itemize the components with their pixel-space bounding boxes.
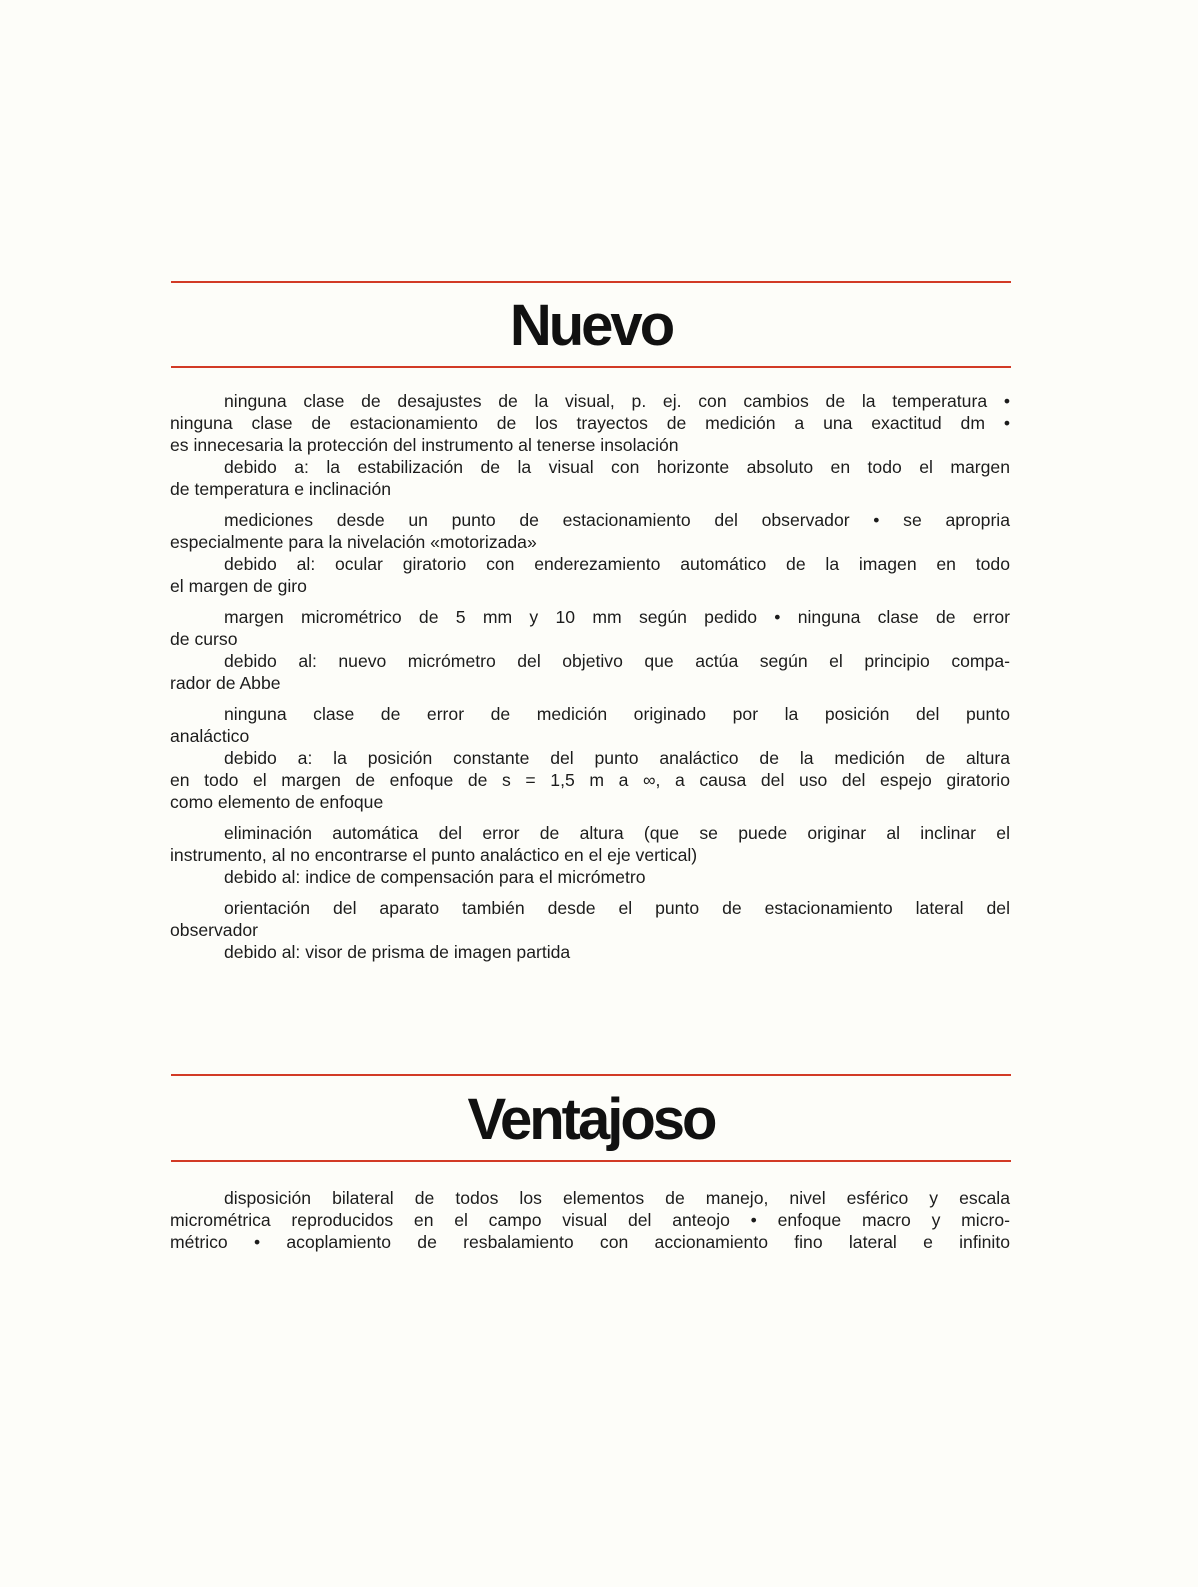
text-line: mediciones desde un punto de estacionamiento del observador • se apropria (224, 510, 1010, 530)
text-line: eliminación automática del error de altura (que se puede originar al inclinar el (224, 823, 1010, 843)
text-line: debido al: ocular giratorio con enderezamiento automático de la imagen en todo (224, 554, 1010, 574)
text-line: debido a: la posición constante del punto analáctico de la medición de altura (224, 748, 1010, 768)
text-line: ninguna clase de error de medición originado por la posición del punto (224, 704, 1010, 724)
text-line: especialmente para la nivelación «motorizada» (170, 532, 537, 552)
text-line: debido a: la estabilización de la visual con horizonte absoluto en todo el margen (224, 457, 1010, 477)
text-line: como elemento de enfoque (170, 792, 384, 812)
text-line: analáctico (170, 726, 250, 746)
text-line: métrico • acoplamiento de resbalamiento con accionamiento fino lateral e infinito (170, 1232, 1010, 1252)
paragraph (170, 509, 1010, 597)
bottom-rule-ventajoso (171, 1160, 1011, 1162)
section-nuevo-body (170, 390, 1010, 972)
text-line: debido al: nuevo micrómetro del objetivo que actúa según el principio compa- (224, 651, 1010, 671)
paragraph (170, 703, 1010, 813)
paragraph (170, 822, 1010, 888)
text-line: debido al: visor de prisma de imagen partida (224, 942, 571, 962)
text-line: margen micrométrico de 5 mm y 10 mm según pedido • ninguna clase de error (224, 607, 1010, 627)
text-line: micrométrica reproducidos en el campo visual del anteojo • enfoque macro y micro- (170, 1210, 1010, 1230)
heading-ventajoso: Ventajoso (467, 1087, 715, 1152)
paragraph (170, 897, 1010, 963)
text-line: debido al: indice de compensación para el micrómetro (224, 867, 646, 887)
paragraph (170, 390, 1010, 500)
text-line: instrumento, al no encontrarse el punto analáctico en el eje vertical) (170, 845, 698, 865)
section-ventajoso-body (170, 1187, 1010, 1262)
text-line: en todo el margen de enfoque de s = 1,5 m a ∞, a causa del uso del espejo giratorio (170, 770, 1010, 790)
text-line: ninguna clase de estacionamiento de los trayectos de medición a una exactitud dm • (170, 413, 1010, 433)
top-rule-ventajoso (171, 1074, 1011, 1076)
paragraph (170, 606, 1010, 694)
text-line: el margen de giro (170, 576, 307, 596)
paragraph (170, 1187, 1010, 1253)
text-line: ninguna clase de desajustes de la visual, p. ej. con cambios de la temperatura • (224, 391, 1010, 411)
text-line: disposición bilateral de todos los elementos de manejo, nivel esférico y escala (224, 1188, 1010, 1208)
text-line: observador (170, 920, 259, 940)
top-rule-nuevo (171, 281, 1011, 283)
text-line: orientación del aparato también desde el punto de estacionamiento lateral del (224, 898, 1010, 918)
text-line: de curso (170, 629, 238, 649)
text-line: rador de Abbe (170, 673, 281, 693)
heading-nuevo: Nuevo (509, 293, 673, 358)
text-line: de temperatura e inclinación (170, 479, 392, 499)
bottom-rule-nuevo (171, 366, 1011, 368)
text-line: es innecesaria la protección del instrumento al tenerse insolación (170, 435, 679, 455)
